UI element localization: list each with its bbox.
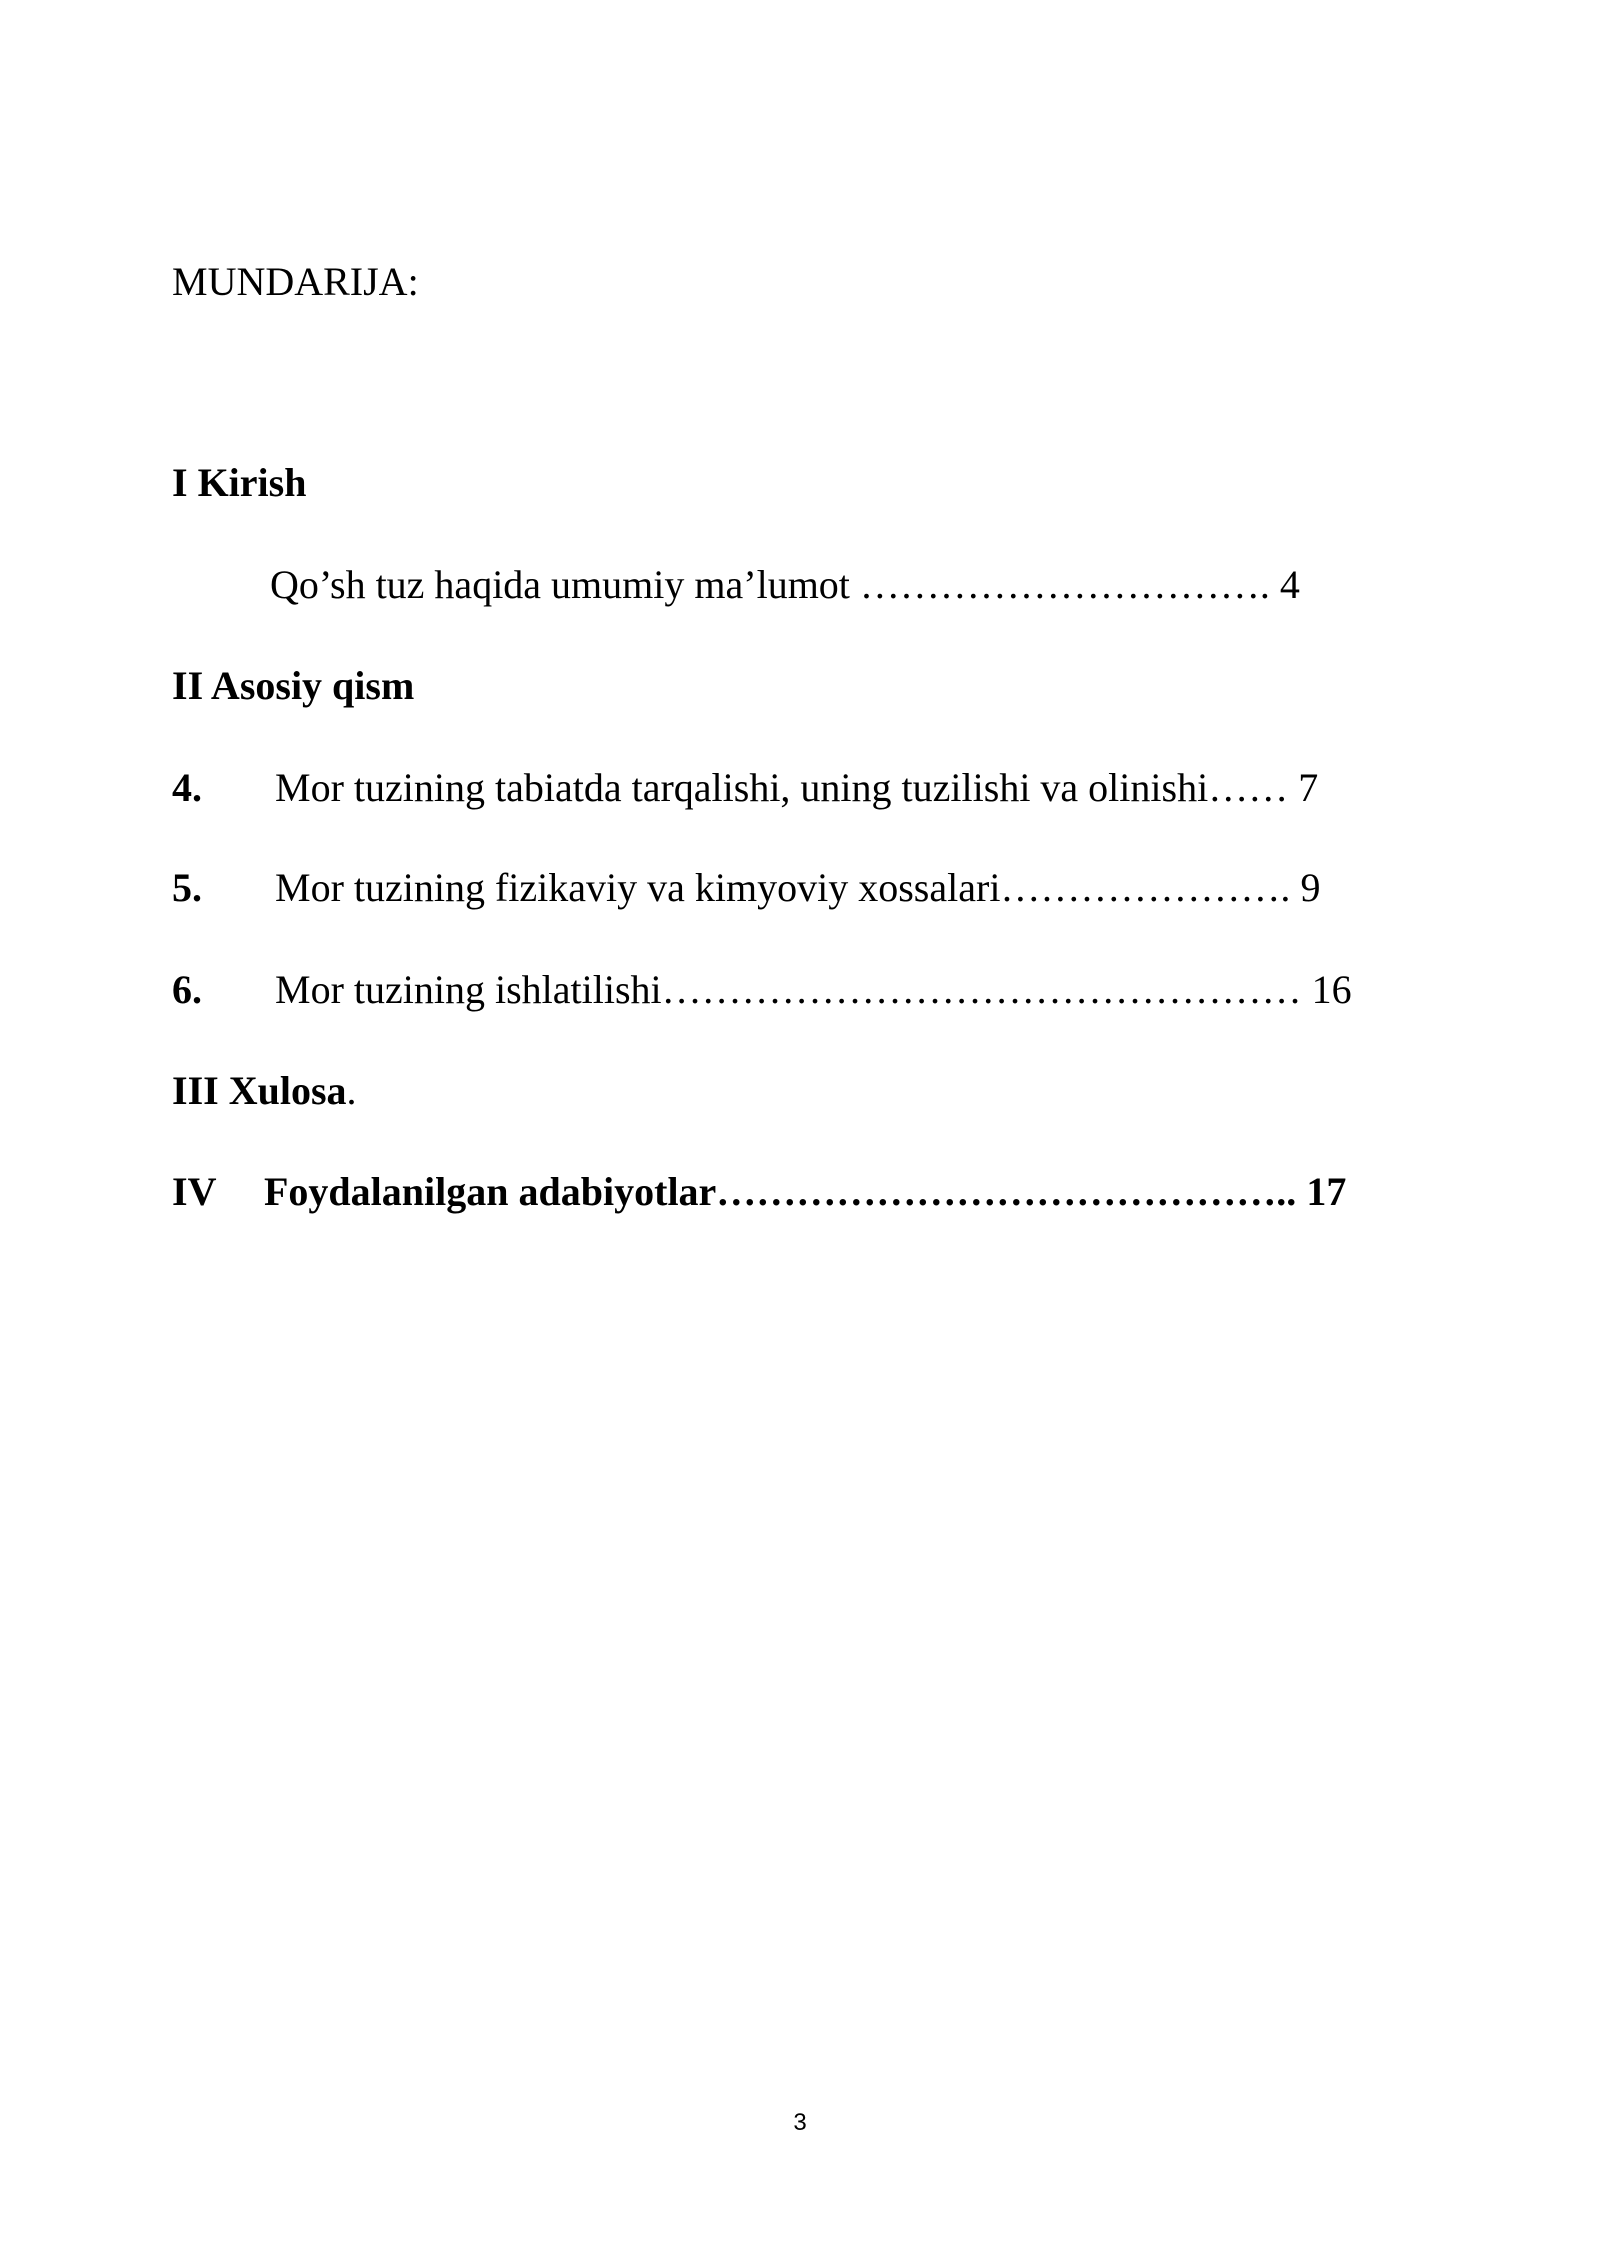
conclusion-heading-dot: . bbox=[346, 1068, 357, 1113]
toc-entry-page: 7 bbox=[1298, 765, 1319, 810]
toc-entry-number: 6. bbox=[172, 967, 202, 1012]
references-number: IV bbox=[172, 1169, 217, 1214]
toc-entry-item-6 bbox=[172, 966, 1352, 1014]
toc-entry-item-4 bbox=[172, 764, 1318, 812]
references-text: Foydalanilgan adabiyotlar…………………………………….. bbox=[264, 1169, 1297, 1214]
section-heading-references bbox=[172, 1168, 1346, 1216]
page-number: 3 bbox=[793, 2109, 807, 2136]
section-heading-introduction: I Kirish bbox=[172, 460, 307, 505]
toc-entry-text: Qo’sh tuz haqida umumiy ma’lumot …………………………. bbox=[270, 562, 1270, 607]
toc-entry-page: 4 bbox=[1279, 562, 1300, 607]
toc-entry-text: Mor tuzining tabiatda tarqalishi, uning tuzilishi va olinishi…… bbox=[275, 765, 1289, 810]
toc-entry-introduction bbox=[270, 561, 1300, 609]
toc-entry-page: 16 bbox=[1311, 967, 1352, 1012]
conclusion-heading-text: III Xulosa bbox=[172, 1068, 347, 1113]
section-heading-main-part: II Asosiy qism bbox=[172, 663, 415, 708]
section-heading-conclusion bbox=[172, 1067, 357, 1115]
toc-entry-text: Mor tuzining fizikaviy va kimyoviy xossalari…………………. bbox=[275, 865, 1291, 910]
toc-entry-page: 9 bbox=[1300, 865, 1321, 910]
table-of-contents-title: MUNDARIJA: bbox=[172, 259, 419, 304]
toc-entry-number: 4. bbox=[172, 765, 202, 810]
toc-entry-text: Mor tuzining ishlatilishi………………………………………… bbox=[275, 967, 1302, 1012]
toc-entry-number: 5. bbox=[172, 865, 202, 910]
toc-entry-item-5 bbox=[172, 864, 1320, 912]
references-page: 17 bbox=[1306, 1169, 1347, 1214]
